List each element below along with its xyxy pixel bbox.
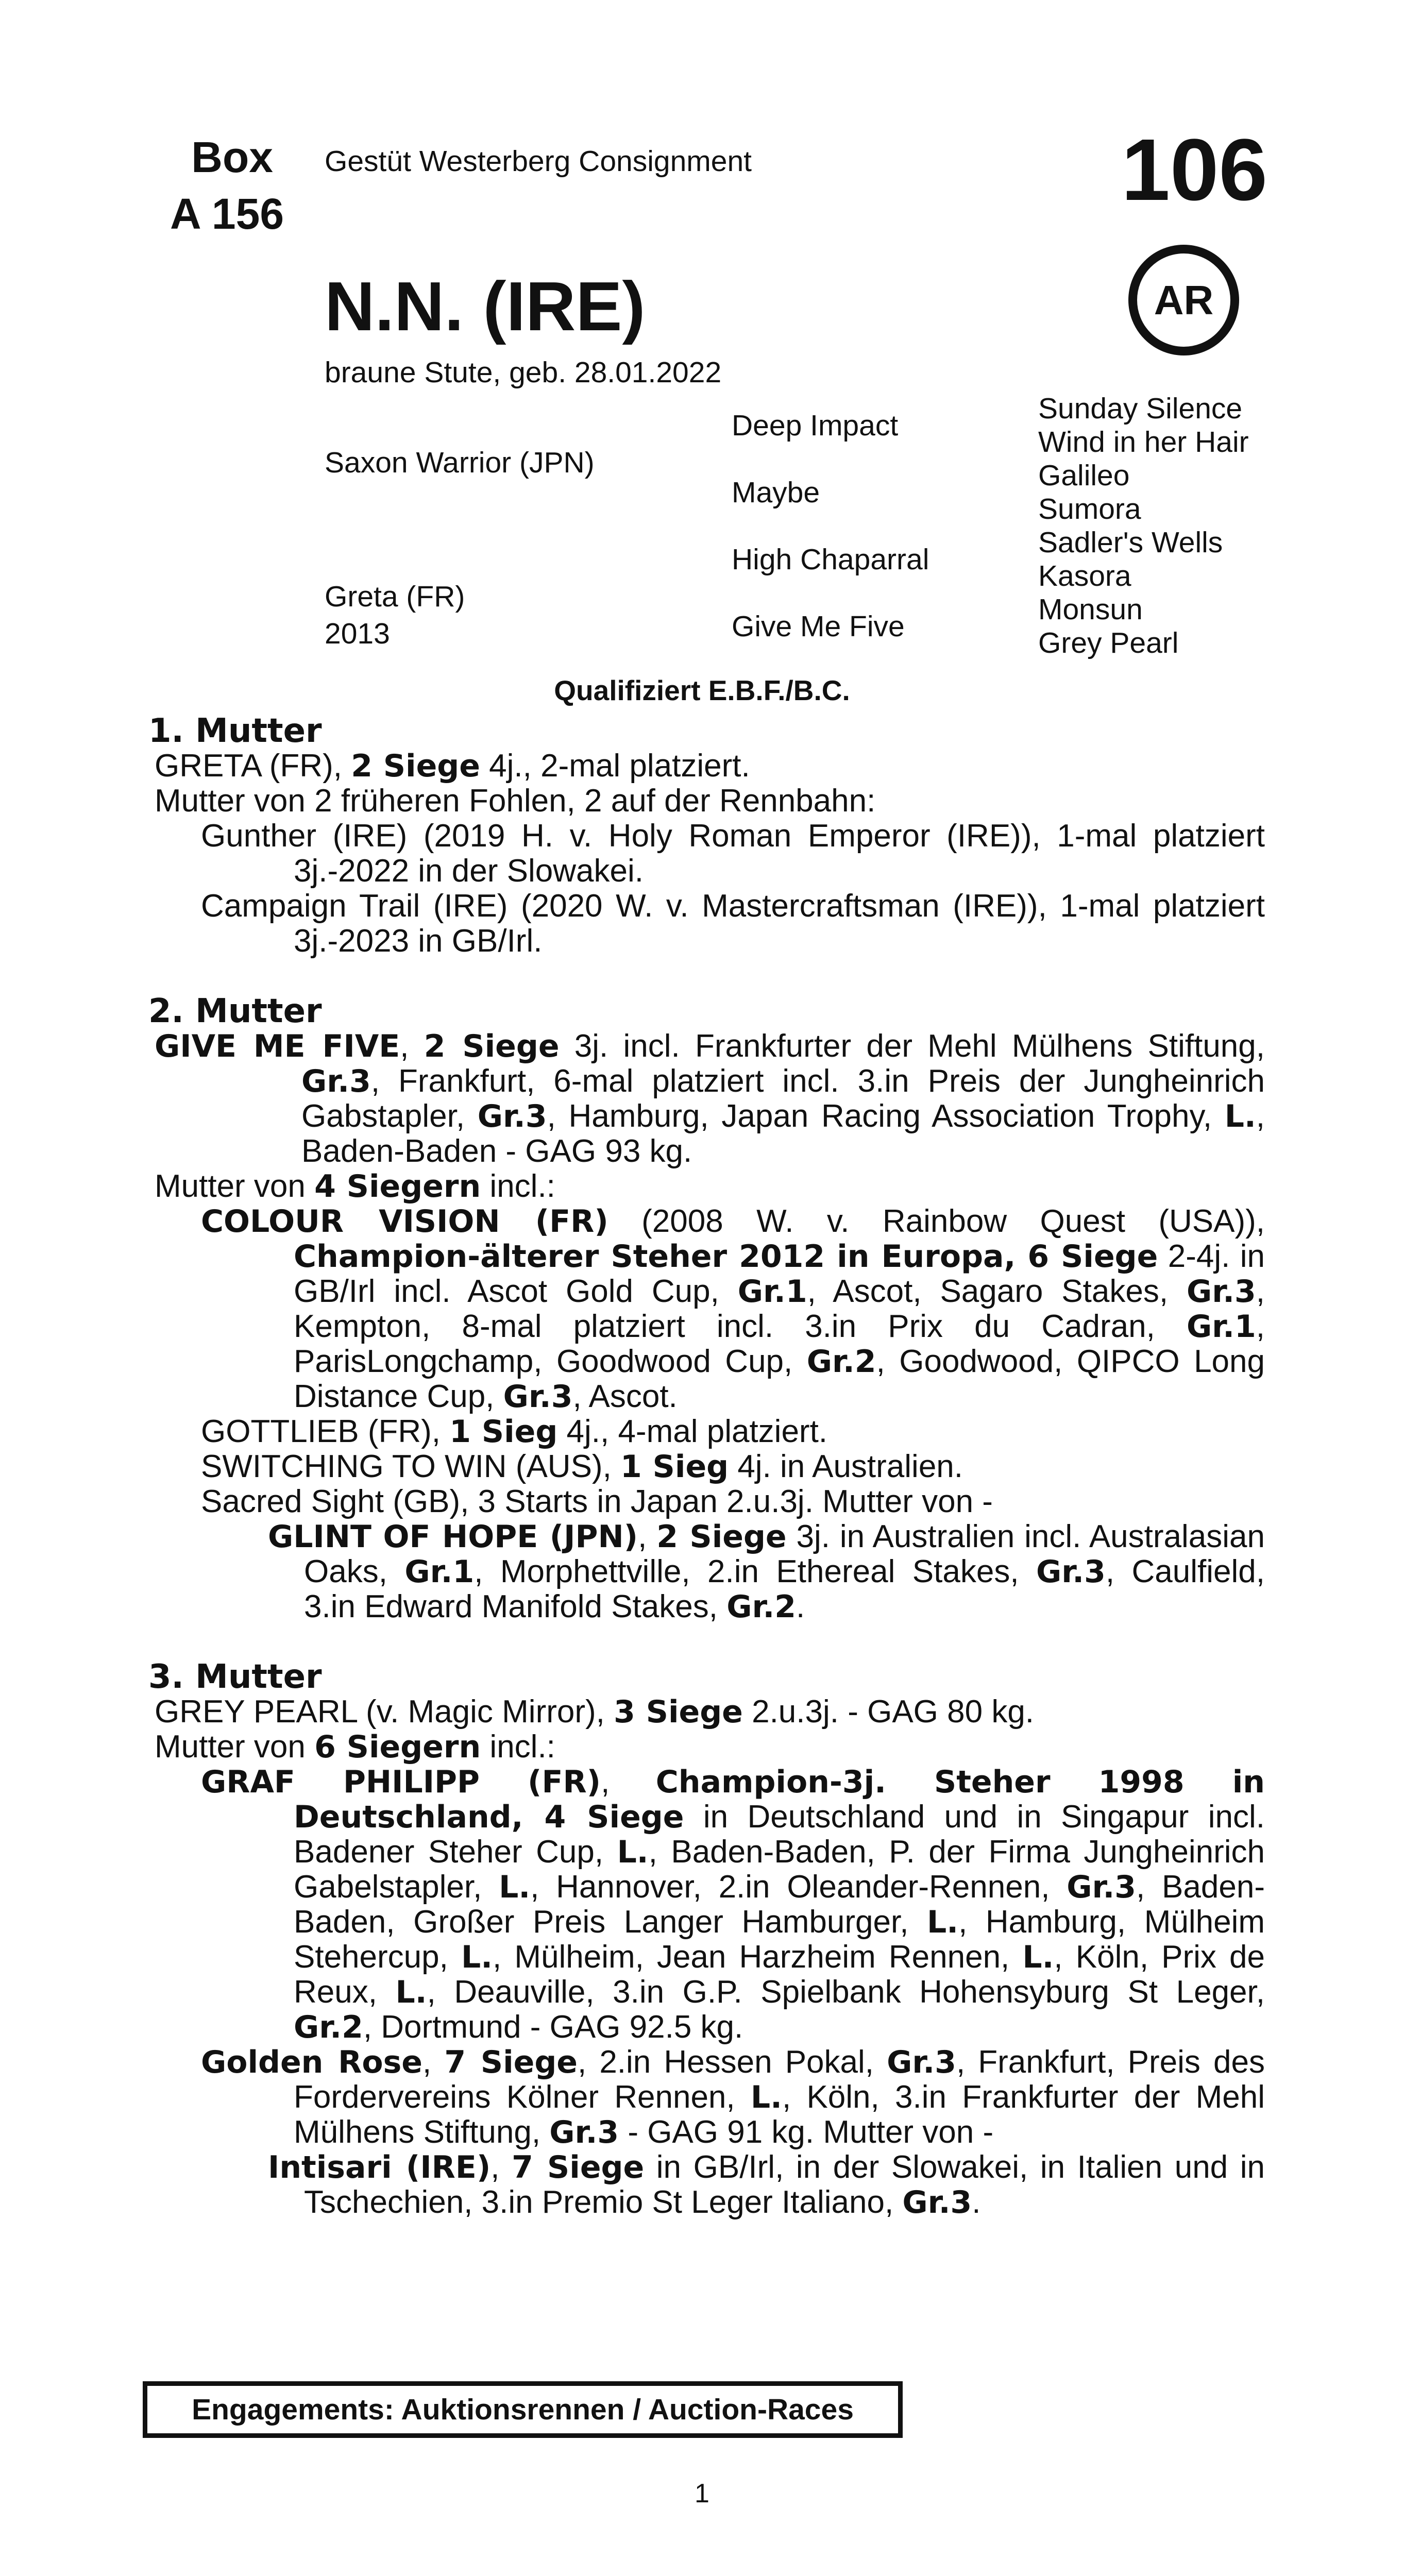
text: , Ascot, Sagaro Stakes, — [807, 1274, 1187, 1309]
pedigree-dam-year: 2013 — [325, 617, 390, 650]
bold-text: Gr.1 — [404, 1554, 475, 1590]
text: 4j., 4-mal platziert. — [557, 1414, 828, 1449]
text: , Deauville, 3.in G.P. Spielbank Hohensyburg St Leger, — [427, 1974, 1265, 2010]
foal-entry-2: Campaign Trail (IRE) (2020 W. v. Mastercraftsman (IRE)), 1-mal platziert 3j.-2023 in GB/Irl. — [201, 888, 1265, 959]
bold-text: 3 Siege — [614, 1694, 743, 1730]
bold-text: L. — [395, 1974, 427, 2010]
pedigree-dam-dam: Give Me Five — [732, 610, 905, 643]
bold-text: Gr.1 — [737, 1274, 807, 1310]
bold-text: Gr.3 — [301, 1063, 371, 1099]
bold-text: 2 Siege — [351, 748, 480, 784]
text: in GB/Irl, in der Slowakei, in Italien und in Tschechien, 3.in Premio St Leger Italiano, — [304, 2149, 1265, 2220]
pedigree-gg-8: Grey Pearl — [1038, 626, 1179, 659]
produce-entry-glint-of-hope — [155, 1519, 1265, 1624]
text: (2008 W. v. Rainbow Quest (USA)), — [608, 1204, 1265, 1239]
text: 2.u.3j. - GAG 80 kg. — [742, 1694, 1035, 1730]
bold-text: L. — [499, 1869, 531, 1905]
box-label-line1: Box — [191, 133, 273, 181]
bold-text: Gr.3 — [1036, 1554, 1106, 1590]
text: , Morphettville, 2.in Ethereal Stakes, — [474, 1554, 1036, 1589]
bold-text: Gr.3 — [477, 1098, 547, 1134]
text: , — [638, 1519, 657, 1554]
bold-text: 2 Siege — [656, 1519, 787, 1555]
text: Mutter von — [155, 1168, 315, 1204]
catalogue-text — [148, 712, 1265, 2221]
pedigree-dam: Greta (FR) — [325, 580, 465, 613]
mother-of-line — [155, 1169, 1265, 1204]
text: , Hamburg, Japan Racing Association Trophy, — [547, 1098, 1225, 1134]
bold-text: Golden Rose — [201, 2044, 422, 2080]
bold-text: GIVE ME FIVE — [155, 1028, 400, 1064]
bold-text: Gr.2 — [726, 1589, 797, 1625]
text: , — [490, 2149, 512, 2185]
text: GOTTLIEB (FR), — [201, 1414, 450, 1449]
dam-line — [155, 749, 1265, 784]
text: , ParisLongchamp, Goodwood Cup, — [294, 1309, 1265, 1379]
pedigree-gg-7: Monsun — [1038, 593, 1143, 626]
bold-text: GLINT OF HOPE (JPN) — [268, 1519, 638, 1555]
engagements-box — [143, 2381, 903, 2438]
text: , Dortmund - GAG 92.5 kg. — [363, 2009, 743, 2045]
bold-text: Gr.2 — [806, 1344, 876, 1380]
bold-text: COLOUR VISION (FR) — [201, 1204, 608, 1240]
text: 4j., 2-mal platziert. — [480, 748, 750, 784]
pedigree-sire: Saxon Warrior (JPN) — [325, 446, 595, 479]
text: , Hannover, 2.in Oleander-Rennen, — [530, 1869, 1067, 1905]
bold-text: 1 Sieg — [620, 1449, 729, 1485]
text: , Frankfurt, Preis des Fordervereins Kölner Rennen, — [294, 2044, 1265, 2115]
foal-entry-1: Gunther (IRE) (2019 H. v. Holy Roman Emperor (IRE)), 1-mal platziert 3j.-2022 in der Slowakei. — [201, 818, 1265, 889]
text: SWITCHING TO WIN (AUS), — [201, 1449, 621, 1484]
bold-text: L. — [1224, 1098, 1256, 1134]
text: GREY PEARL (v. Magic Mirror), — [155, 1694, 614, 1730]
section-heading-2: 2. Mutter — [148, 992, 322, 1030]
produce-entry-gottlieb — [155, 1414, 1265, 1449]
produce-entry-colour-vision — [155, 1204, 1265, 1414]
pedigree-gg-2: Wind in her Hair — [1038, 426, 1249, 459]
produce-entry-graf-philipp — [155, 1765, 1265, 2045]
pedigree-gg-1: Sunday Silence — [1038, 392, 1243, 425]
horse-name: N.N. (IRE) — [325, 267, 646, 345]
text: , Köln, 3.in Frankfurter der Mehl Mülhens Stiftung, — [294, 2079, 1265, 2150]
consignor: Gestüt Westerberg Consignment — [325, 145, 752, 178]
box-label — [170, 129, 284, 242]
text: , 2.in Hessen Pokal, — [577, 2044, 887, 2080]
text: - GAG 91 kg. Mutter von - — [619, 2114, 994, 2150]
produce-entry-intisari — [155, 2150, 1265, 2220]
bold-text: 7 Siege — [512, 2149, 645, 2185]
produce-entry-switching — [155, 1449, 1265, 1484]
engagements-text: Engagements: Auktionsrennen / Auction-Races — [192, 2393, 854, 2426]
bold-text: 7 Siege — [444, 2044, 578, 2080]
text: , — [400, 1028, 424, 1064]
ar-badge-text: AR — [1154, 277, 1214, 323]
text: . — [972, 2184, 981, 2220]
bold-text: Gr.3 — [1186, 1274, 1256, 1310]
qualification: Qualifiziert E.B.F./B.C. — [554, 674, 850, 706]
horse-description: braune Stute, geb. 28.01.2022 — [325, 356, 722, 389]
bold-text: 2 Siege — [424, 1028, 560, 1064]
text: , Frankfurt, 6-mal platziert incl. 3.in Preis der Jungheinrich Gabstapler, — [301, 1063, 1265, 1134]
bold-text: 6 Siegern — [314, 1729, 481, 1765]
pedigree-gg-5: Sadler's Wells — [1038, 526, 1223, 559]
second-dam-entry — [155, 1029, 1265, 1169]
pedigree-sire-sire: Deep Impact — [732, 409, 899, 442]
text: incl.: — [481, 1168, 555, 1204]
text: , Caulfield, 3.in Edward Manifold Stakes, — [304, 1554, 1265, 1624]
page-number: 1 — [695, 2479, 709, 2509]
ar-badge — [1128, 245, 1239, 355]
third-dam-line — [155, 1694, 1265, 1730]
bold-text: Gr.3 — [549, 2114, 619, 2150]
bold-text: GRAF PHILIPP (FR) — [201, 1764, 601, 1800]
text: , Köln, Prix de Reux, — [294, 1939, 1265, 2010]
bold-text: L. — [927, 1904, 959, 1940]
text: , — [601, 1764, 656, 1800]
text: . — [796, 1589, 805, 1624]
text: GRETA (FR), — [155, 748, 351, 784]
bold-text: L. — [750, 2079, 782, 2115]
text: , Ascot. — [572, 1379, 678, 1414]
produce-entry-sacred-sight: Sacred Sight (GB), 3 Starts in Japan 2.u.3j. Mutter von - — [201, 1484, 993, 1519]
bold-text: L. — [617, 1834, 649, 1870]
text: incl.: — [481, 1729, 555, 1765]
text: Mutter von — [155, 1729, 315, 1765]
pedigree-gg-6: Kasora — [1038, 560, 1131, 592]
text: , Hamburg, Mülheim Stehercup, — [294, 1904, 1265, 1975]
bold-text: Gr.3 — [1067, 1869, 1137, 1905]
bold-text: 4 Siegern — [314, 1168, 481, 1205]
bold-text: L. — [1022, 1939, 1054, 1975]
text: , — [422, 2044, 445, 2080]
bold-text: Gr.3 — [503, 1379, 573, 1415]
bold-text: Champion-3j. Steher 1998 in Deutschland, 4 Siege — [294, 1764, 1265, 1835]
bold-text: Gr.1 — [1186, 1309, 1256, 1345]
bold-text: Champion-älterer Steher 2012 in Europa, 6 Siege — [294, 1239, 1158, 1275]
pedigree-gg-3: Galileo — [1038, 459, 1130, 492]
text: 3j. in Australien incl. Australasian Oaks, — [304, 1519, 1265, 1589]
text: , Baden-Baden - GAG 93 kg. — [301, 1098, 1265, 1169]
pedigree-sire-dam: Maybe — [732, 476, 820, 509]
lot-number: 106 — [1121, 121, 1267, 219]
text: 3j. incl. Frankfurter der Mehl Mülhens Stiftung, — [559, 1028, 1265, 1064]
bold-text: Gr.3 — [887, 2044, 956, 2080]
foals-summary: Mutter von 2 früheren Fohlen, 2 auf der Rennbahn: — [155, 783, 876, 819]
text: 4j. in Australien. — [729, 1449, 963, 1484]
bold-text: Gr.2 — [294, 2009, 363, 2045]
produce-entry-golden-rose — [155, 2045, 1265, 2150]
pedigree-grandgrandparents — [1038, 392, 1249, 659]
text: , Baden-Baden, P. der Firma Jungheinrich Gabelstapler, — [294, 1834, 1265, 1905]
text: in Deutschland und in Singapur incl. Badener Steher Cup, — [294, 1799, 1265, 1870]
text: , Baden-Baden, Großer Preis Langer Hamburger, — [294, 1869, 1265, 1940]
pedigree-dam-sire: High Chaparral — [732, 543, 929, 576]
box-label-line2: A 156 — [170, 190, 284, 238]
bold-text: Intisari (IRE) — [268, 2149, 491, 2185]
text: , Kempton, 8-mal platziert incl. 3.in Prix du Cadran, — [294, 1274, 1265, 1344]
bold-text: 1 Sieg — [449, 1414, 558, 1450]
text: , Mülheim, Jean Harzheim Rennen, — [493, 1939, 1023, 1975]
bold-text: L. — [461, 1939, 493, 1975]
section-heading-3: 3. Mutter — [148, 1658, 322, 1696]
text: 2-4j. in GB/Irl incl. Ascot Gold Cup, — [294, 1239, 1265, 1309]
pedigree-gg-4: Sumora — [1038, 493, 1141, 526]
section-heading-1: 1. Mutter — [148, 712, 322, 750]
mother-of-line — [155, 1730, 1265, 1765]
bold-text: Gr.3 — [902, 2184, 972, 2221]
text: , Goodwood, QIPCO Long Distance Cup, — [294, 1344, 1265, 1414]
